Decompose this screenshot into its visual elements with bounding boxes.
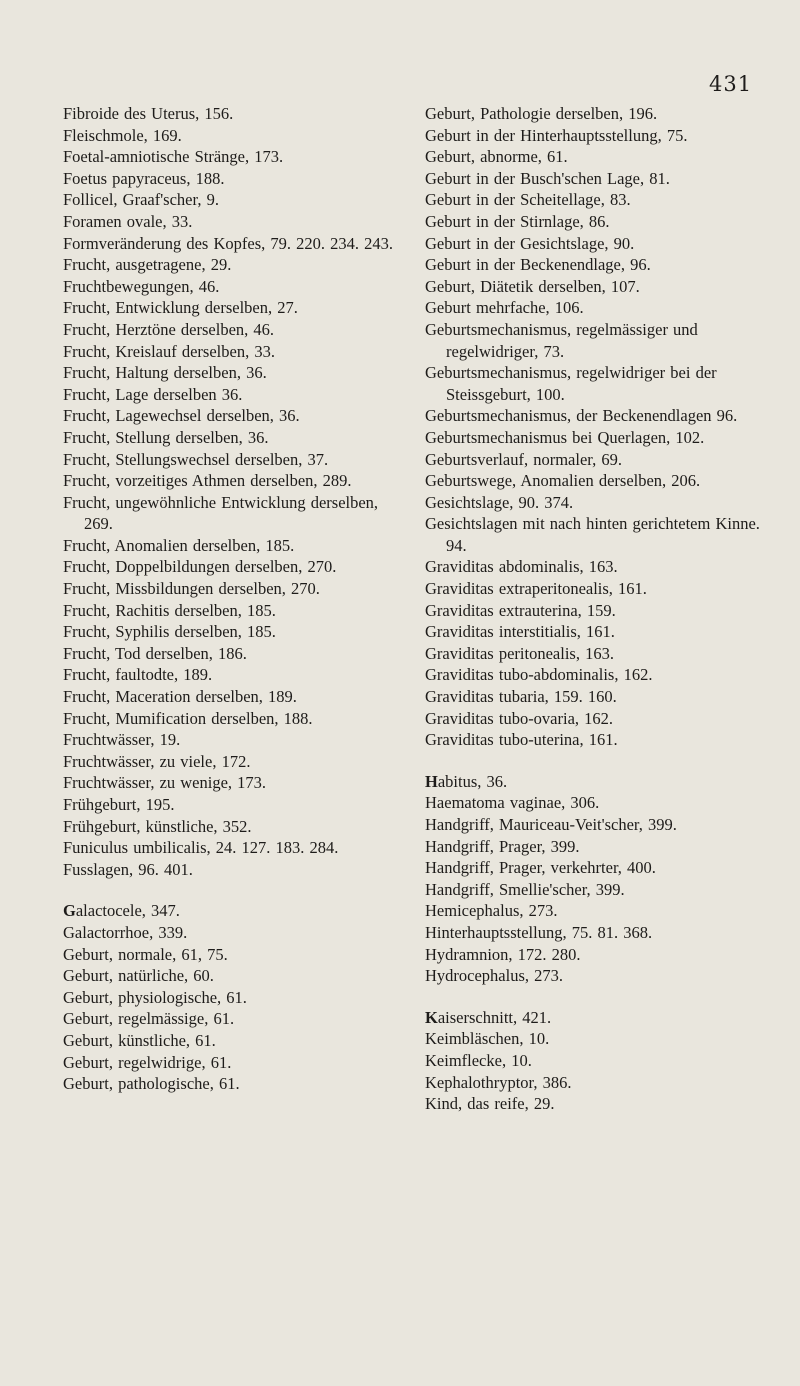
index-entry: Geburt, abnorme, 61. (425, 147, 568, 167)
index-entry: Hydramnion, 172. 280. (425, 944, 581, 964)
index-entry: Hydrocephalus, 273. (425, 966, 564, 986)
index-entry: Frucht, Missbildungen derselben, 270. (63, 579, 320, 599)
index-entry: Frucht, Entwicklung derselben, 27. (63, 298, 298, 318)
index-entry: Frucht, Syphilis derselben, 185. (63, 622, 276, 642)
index-entry: Frucht, Maceration derselben, 189. (63, 687, 297, 707)
index-entry: Keimbläschen, 10. (425, 1029, 550, 1049)
index-entry: Frucht, Stellungswechsel derselben, 37. (63, 449, 329, 469)
index-entry: Frucht, faultodte, 189. (63, 665, 213, 685)
index-column-left (63, 103, 408, 1095)
index-column-right (425, 103, 770, 1115)
index-entry: Frucht, Stellung derselben, 36. (63, 427, 269, 447)
index-entry: Frucht, Lage derselben 36. (63, 384, 243, 404)
index-entry: Frucht, Tod derselben, 186. (63, 643, 247, 663)
index-entry: Geburtswege, Anomalien derselben, 206. (425, 471, 701, 491)
index-entry: Galactorrhoe, 339. (63, 922, 188, 942)
index-entry: Frucht, Lagewechsel derselben, 36. (63, 406, 300, 426)
index-entry: Geburt, physiologische, 61. (63, 987, 247, 1007)
index-entry: Foetus papyraceus, 188. (63, 168, 225, 188)
index-entry: Geburt in der Busch'schen Lage, 81. (425, 168, 670, 188)
index-entry: Graviditas tubo-uterina, 161. (425, 730, 618, 750)
index-entry: Gesichtslagen mit nach hinten gerichtetem Kinne. 94. (425, 514, 760, 555)
index-entry: Frucht, Rachitis derselben, 185. (63, 600, 276, 620)
index-entry: Geburtsmechanismus, der Beckenendlagen 96. (425, 406, 738, 426)
index-entry: Kind, das reife, 29. (425, 1094, 555, 1114)
index-entry: Handgriff, Smellie'scher, 399. (425, 879, 625, 899)
page-number: 431 (709, 72, 753, 96)
index-entry: Frucht, ausgetragene, 29. (63, 255, 232, 275)
index-entry: Graviditas abdominalis, 163. (425, 557, 618, 577)
index-entry: Geburt, natürliche, 60. (63, 966, 214, 986)
index-entry: Geburt, Pathologie derselben, 196. (425, 104, 658, 123)
index-entry: Kephalothryptor, 386. (425, 1072, 572, 1092)
index-entry: Fibroide des Uterus, 156. (63, 104, 234, 123)
index-entry: Fruchtwässer, 19. (63, 730, 181, 750)
index-entry: Kaiserschnitt, 421. (425, 1007, 552, 1027)
index-entry: Funiculus umbilicalis, 24. 127. 183. 284. (63, 838, 339, 858)
index-entry: Handgriff, Prager, verkehrter, 400. (425, 858, 656, 878)
index-entry: Geburtsmechanismus bei Querlagen, 102. (425, 427, 705, 447)
index-entry: Geburt in der Stirnlage, 86. (425, 211, 610, 231)
index-entry: Fruchtwässer, zu viele, 172. (63, 751, 251, 771)
index-entry: Graviditas extraperitonealis, 161. (425, 579, 647, 599)
index-entry: Galactocele, 347. (63, 901, 180, 921)
index-entry: Geburtsverlauf, normaler, 69. (425, 449, 622, 469)
index-entry: Hinterhauptsstellung, 75. 81. 368. (425, 922, 653, 942)
index-entry: Geburt, künstliche, 61. (63, 1030, 216, 1050)
index-entry: Geburt, regelmässige, 61. (63, 1009, 235, 1029)
index-entry: Handgriff, Mauriceau-Veit'scher, 399. (425, 815, 677, 834)
index-entry: Foramen ovale, 33. (63, 211, 193, 231)
index-entry: Frucht, Haltung derselben, 36. (63, 363, 267, 383)
index-entry: Haematoma vaginae, 306. (425, 793, 600, 813)
index-entry: Geburt, normale, 61, 75. (63, 944, 228, 964)
index-entry: Habitus, 36. (425, 771, 508, 791)
index-entry: Geburt in der Beckenendlage, 96. (425, 255, 651, 275)
index-entry: Frühgeburt, künstliche, 352. (63, 816, 252, 836)
index-entry: Frucht, Doppelbildungen derselben, 270. (63, 557, 337, 577)
index-entry: Graviditas tubo-ovaria, 162. (425, 708, 614, 728)
index-entry: Graviditas peritonealis, 163. (425, 643, 614, 663)
index-entry: Geburt in der Gesichtslage, 90. (425, 233, 635, 253)
index-entry: Frühgeburt, 195. (63, 795, 175, 814)
index-entry: Geburt, pathologische, 61. (63, 1074, 240, 1094)
index-entry: Frucht, Anomalien derselben, 185. (63, 535, 295, 555)
index-entry: Gesichtslage, 90. 374. (425, 492, 574, 512)
index-entry: Handgriff, Prager, 399. (425, 836, 580, 856)
index-entry: Geburt in der Hinterhauptsstellung, 75. (425, 125, 688, 145)
index-entry: Geburt, regelwidrige, 61. (63, 1052, 232, 1072)
index-entry: Fleischmole, 169. (63, 125, 182, 145)
index-entry: Frucht, ungewöhnliche Entwicklung derselben, 269. (63, 492, 379, 534)
index-entry: Graviditas tubaria, 159. 160. (425, 687, 617, 707)
index-entry: Geburtsmechanismus, regelwidriger bei der Steissgeburt, 100. (425, 363, 717, 404)
index-entry: Geburt, Diätetik derselben, 107. (425, 276, 640, 296)
index-entry: Frucht, Herztöne derselben, 46. (63, 319, 275, 339)
index-entry: Graviditas tubo-abdominalis, 162. (425, 665, 653, 685)
index-entry: Geburtsmechanismus, regelmässiger und regelwidriger, 73. (425, 319, 698, 361)
index-entry: Graviditas extrauterina, 159. (425, 600, 616, 620)
index-entry: Frucht, Kreislauf derselben, 33. (63, 341, 275, 361)
index-entry: Graviditas interstitialis, 161. (425, 622, 615, 642)
index-entry: Keimflecke, 10. (425, 1050, 532, 1070)
index-entry: Geburt mehrfache, 106. (425, 298, 584, 318)
index-entry: Fruchtbewegungen, 46. (63, 276, 220, 296)
index-entry: Hemicephalus, 273. (425, 901, 558, 921)
index-entry: Fusslagen, 96. 401. (63, 859, 193, 879)
index-entry: Geburt in der Scheitellage, 83. (425, 190, 631, 210)
index-entry: Follicel, Graaf'scher, 9. (63, 190, 219, 210)
index-entry: Frucht, vorzeitiges Athmen derselben, 289. (63, 471, 352, 491)
index-entry: Fruchtwässer, zu wenige, 173. (63, 773, 267, 793)
index-entry: Formveränderung des Kopfes, 79. 220. 234. 243. (63, 233, 393, 253)
index-entry: Foetal-amniotische Stränge, 173. (63, 147, 284, 167)
index-entry: Frucht, Mumification derselben, 188. (63, 708, 313, 728)
